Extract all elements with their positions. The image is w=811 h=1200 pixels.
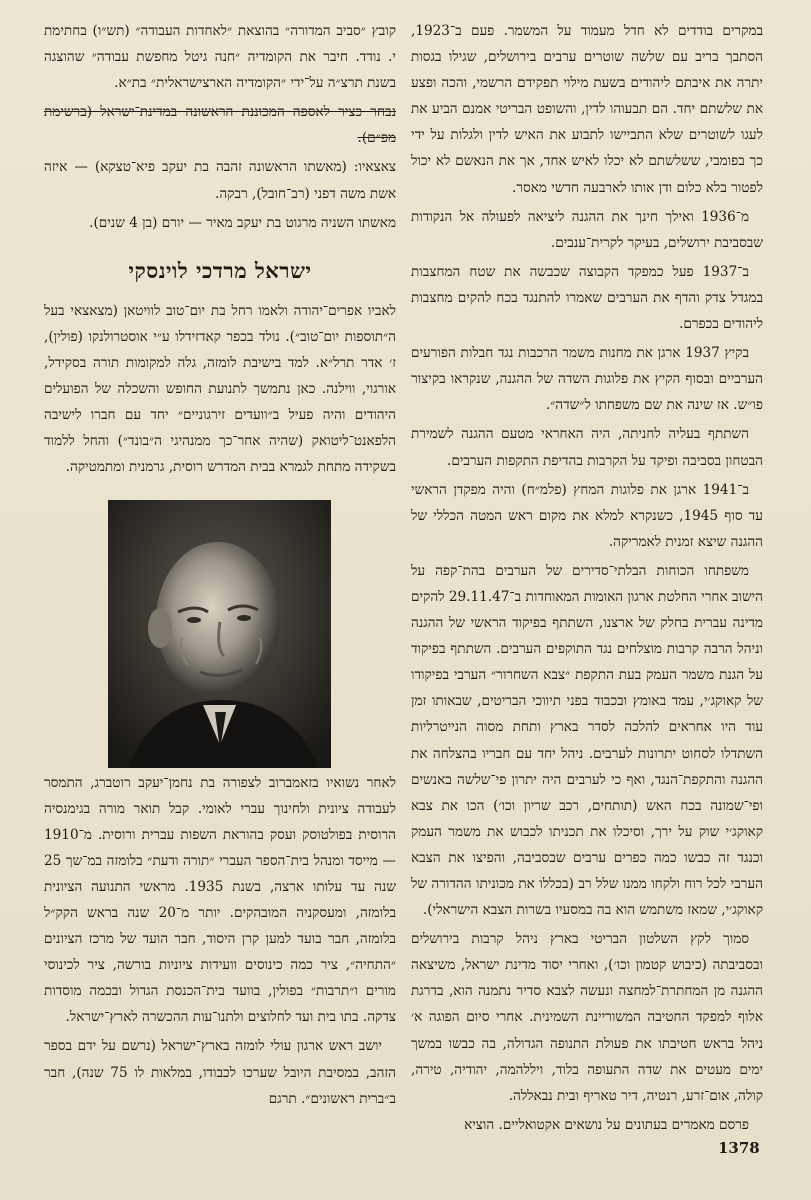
descendants-line: מאשתו השניה מרגוט בת יעקב מאיר — יורם (בן 4 שנים). xyxy=(89,214,396,231)
struck-line: נבחר כציר לאספה המכוננת הראשונה במדינת־ישראל (ברשימת מפ״ם). xyxy=(44,104,396,147)
paragraph: קובץ ״סביב המדורה״ בהוצאת ״לאחדות העבודה״ (תש״ו) בחתימת י. נודד. חיבר את הקומדיה ״חנה גיטל מחפשת עבודה״ שהוצגה בשנת תרצ״ה על־ידי ״הקומדיה הארצישראלית״ בת״א. xyxy=(44,23,396,92)
paragraph: יושב ראש ארגון עולי לומזה בארץ־ישראל (נרשם על ידם בספר הזהב, במסיבת היובל שערכו לכבודו, במלאות לו 75 שנה), חבר ב״ברית ראשונים״. תרגם xyxy=(44,1038,396,1107)
descendants-line: צאצאיו: (מאשתו הראשונה זהבה בת יעקב פיא־טצקא) — איזה אשת משה דפני (רב־חובל), רבקה. xyxy=(44,159,396,202)
paragraph: במקרים בודדים לא חדל מעמוד על המשמר. פעם ב־1923, הסתבך בריב עם שלשה שוטרים ערבים בירושלים, שגילו בגסות יתרה את איבתם ליהודים בשעת מילוי תפקידם הרשמי, והכה ופצע את שלשתם יחד. הם תבעוהו לדין, והשופט הבריטי אמנם הביע את לעגו לשוטרים שלא התביישו לתבוע את האיש לדין ולגלות על ידי כך בפומבי, ששלשתם לא יכלו לאיש אחד, אך את הנאשם לא יכול לפטור בלא כלום ודן אותו לארבעה חדשי מאסר. xyxy=(411,23,763,196)
section-heading: ישראל מרדכי לוינסקי xyxy=(128,257,312,283)
paragraph: לאחר נשואיו בזאמברוב לצפורה בת נחמן־יעקב רוטברג, התמסר לעבודה ציונית ולחינוך עברי לאומי. קבל תואר מורה בגימנסיה הרוסית בפולטוסק ועסק בהוראת השפות עברית ורוסית. מ־1910 — מייסד ומנהל בית־הספר העברי ״תורה ודעת״ בלומזה במ־שך 25 שנה עד עלותו ארצה, בשנת 1935. מראשי התנועה הציונית בלומזה, ומעסקניה המובהקים. יותר מ־20 שנה בראש הקק״ל בלומזה, חבר בועד למען קרן היסוד, חבר הועד של מרכז הציונים ״התחיה״, ציר כמה כינוסים וועידות ציוניות בורשה, ציר לכינוסי מורים ו״תרבות״ בפולין, בוועד בית־הכנסת הגדול ובכמה מוסדות צדקה. בתו בית ועד לחלוצים ולתנו־עות ההכשרה לארץ־ישראל. xyxy=(44,774,396,1026)
paragraph: ב־1937 פעל כמפקד הקבוצה שכבשה את שטח המחצבות במגדל צדק והדף את הערבים שאמרו להתנגד בכח להקים מחצבות ליהודים בכפרם. xyxy=(411,263,763,333)
paragraph: בקיץ 1937 ארגן את מחנות משמר הרכבות נגד חבלות הפורעים הערביים ובסוף הקיץ את פלוגות השדה של ההגנה, שנקראו בקיצור פו״ש. אז שינה את שם משפחתו ל״שדה״. xyxy=(411,345,763,414)
paragraph: השתתף בעליה לחניתה, היה האחראי מטעם ההגנה לשמירת הבטחון בסביבה ופיקד על הקרבות בהדיפת התקפות הערבים. xyxy=(411,426,763,469)
page-number: 1378 xyxy=(718,1139,760,1157)
paragraph: לאביו אפרים־יהודה ולאמו רחל בת יום־טוב לוויטאן (מצאצאי בעל ה״תוספות יום־טוב״). נולד בכפר קאדזידלו ע״י אוסטרולנקו (פולין), ז׳ אדר תרל״א. למד בישיבת לומזה, גלה למקומות תורה בסקידל, אורגוי, ווילנה. כאן נתמשך לתנועת החופש והשכלה של הפועלים היהודים והיה פעיל ב״וועדים זירגוניים״ יחד עם חברו לישיבה הלפאנט־ליטואק (שהיה אחר־כך ממנהיגי ה״בונד״) והחל ללמוד בשקידה מתחת לגמרא בבית המדרש רוסית, גרמנית ומתמטיקה. xyxy=(44,302,396,476)
paragraph: פרסם מאמרים בעתונים על נושאים אקטואליים. הוציא xyxy=(464,1116,749,1133)
paragraph: משפתחו הכוחות הבלתי־סדירים של הערבים בהת־קפה על הישוב אחרי החלטת ארגון האומות המאוחדות ב־29.11.47 להקים מדינה עברית בחלק של ארצנו, השתתף בפיקוד הראשי של ההגנה וניהל הרבה קרבות מוצלחים נגד התוקפים הערבים. השתתף בפיקוד על הגנת משמר העמק בעת התקפת ״צבא השחרור״ הערבי בפיקודו של קאוקג׳י, עמד באומץ ובכבוד בפני תיווכי הבריטים, שבאותו זמן עוד היו אחראים להלכה לסדר בארץ ותחת מסוה הנייטרליות השתדלו לסחוט יתרונות לערבים. ניהל יחד עם חבריו בהצלחה את ההגנה והתקפת־הנגד, ואף כי לערבים היה יתרון פי־שלשה באנשים ופי־שמונה בכח האש (תותחים, רכב שריון וכו׳) הכו את צבא קאוקג׳י שוק על ירך, וסיכלו את תכניתו לכבוש את משמר העמק וכנגד זה כבשו כמה כפרים ערבים שבסביבה, והפיצו את הצבא הערבי לכל רוח ולקחו ממנו שלל רב (בכללו את מכוניתו ההדורה של קאוקג׳י, שמאז משתמש הוא בה במסעיו בשרות הצבא הישראלי). xyxy=(411,562,763,919)
paragraph: ב־1941 ארגן את פלוגות המחץ (פלמ״ח) והיה מפקדן הראשי עד סוף 1945, כשנקרא למלא את מקום ראש המטה הכללי של ההגנה שיצא זמנית לאמריקה. xyxy=(411,481,763,550)
paragraph: מ־1936 ואילך חינך את ההגנה ליציאה לפעולה אל הנקודות שבסביבת ירושלים, בעיקר לקרית־ענבים. xyxy=(411,208,763,251)
paragraph: סמוך לקץ השלטון הבריטי בארץ ניהל קרבות בירושלים ובסביבתה (כיבוש קטמון וכו׳), ואחרי יסוד מדינת ישראל, משיצאה ההגנה מן המחתרת־למחצה ונעשה לצבא סדיר נתמנה הוא, בדרגת אלוף למפקד החטיבה המשוריינת השמינית. אחרי סיום הפוגה א׳ ניהל בראש חטיבתו את פעולת התנופה הגדולה, בה כבשו במשך ימים מעטים את שדה התעופה בלוד, ויללהמה, יהודיה, טירה, קולה, אום־זרע, רנטיה, דיר טאריף ובית נבאללה. xyxy=(411,931,763,1104)
right-column xyxy=(411,18,763,1141)
portrait-photo xyxy=(108,500,331,768)
portrait-illustration xyxy=(108,500,331,768)
